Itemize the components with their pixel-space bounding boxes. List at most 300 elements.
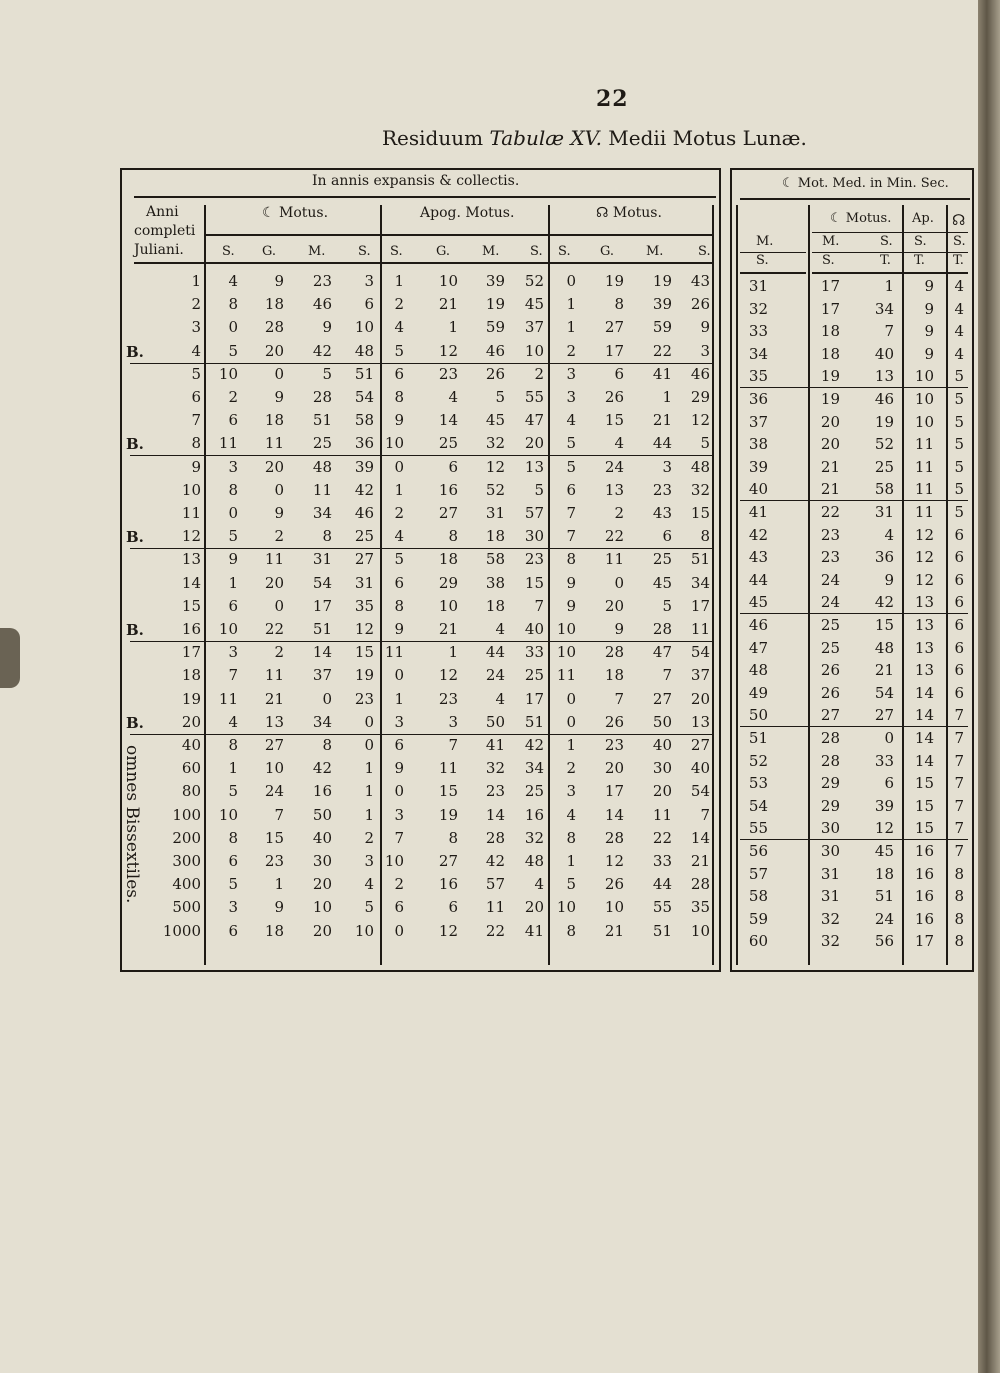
right-moon-header: ☾ Motus. <box>830 211 892 226</box>
moon-cell: 9 <box>322 318 332 337</box>
node-cell: 4 <box>566 805 576 824</box>
minute-cell: 32 <box>748 299 768 318</box>
apog-cell: 4 <box>448 388 458 406</box>
moon-cell: 10 <box>354 921 374 940</box>
minute-cell: 41 <box>748 503 768 521</box>
node-cell: 51 <box>690 550 710 569</box>
moon-sec-cell: 13 <box>874 367 894 386</box>
node-cell: 28 <box>604 828 624 847</box>
moon-cell: 48 <box>354 341 374 360</box>
moon-sec-cell: 1 <box>884 277 894 295</box>
minute-cell: 44 <box>748 570 768 589</box>
apog-cell: 42 <box>524 736 544 754</box>
node-cell: 5 <box>566 875 576 894</box>
bissextile-label: B. <box>126 713 144 732</box>
apog-cell: 11 <box>914 480 934 499</box>
apog-cell: 0 <box>394 457 404 476</box>
apog-cell: 15 <box>524 573 544 592</box>
right-header-rule-2 <box>812 252 968 253</box>
node-cell: 5 <box>954 367 964 386</box>
apog-cell: 1 <box>394 480 404 499</box>
apog-cell: 52 <box>524 272 544 290</box>
moon-sec-cell: 12 <box>874 819 894 838</box>
apog-cell: 48 <box>524 852 544 870</box>
node-cell: 20 <box>652 782 672 801</box>
moon-cell: 0 <box>228 504 238 522</box>
apog-cell: 32 <box>524 828 544 847</box>
node-cell: 5 <box>700 434 710 453</box>
moon-cell: 8 <box>228 828 238 847</box>
node-cell: 7 <box>954 819 964 838</box>
moon-cell: 20 <box>264 457 284 476</box>
apog-cell: 2 <box>534 364 544 383</box>
apog-cell: 1 <box>448 643 458 662</box>
moon-cell: 0 <box>364 736 374 754</box>
apog-cell: 29 <box>438 573 458 592</box>
moon-cell: 9 <box>274 272 284 290</box>
node-cell: 7 <box>954 729 964 747</box>
moon-cell: 1 <box>364 805 374 824</box>
apog-cell: 10 <box>914 390 934 408</box>
moon-cell: 11 <box>264 434 284 453</box>
right-moon-sub-s: S. <box>880 234 893 249</box>
moon-min-cell: 30 <box>820 842 840 860</box>
apog-cell: 47 <box>524 411 544 430</box>
moon-min-cell: 26 <box>820 683 840 702</box>
apog-cell: 13 <box>914 593 934 612</box>
apog-cell: 21 <box>438 620 458 638</box>
apog-cell: 13 <box>524 457 544 476</box>
moon-sec-cell: 46 <box>874 390 894 408</box>
node-cell: 17 <box>604 341 624 360</box>
node-cell: 3 <box>662 457 672 476</box>
moon-min-cell: 32 <box>820 909 840 928</box>
node-cell: 1 <box>566 852 576 870</box>
moon-cell: 3 <box>228 643 238 662</box>
apog-cell: 9 <box>394 620 404 638</box>
moon-cell: 34 <box>312 504 332 522</box>
year-cell: 400 <box>172 875 201 894</box>
group-header-rule <box>206 234 712 236</box>
moon-cell: 6 <box>228 852 238 870</box>
year-cell: 19 <box>181 689 201 708</box>
apog-cell: 44 <box>485 643 505 662</box>
moon-cell: 6 <box>364 295 374 314</box>
node-cell: 21 <box>604 921 624 940</box>
moon-min-cell: 21 <box>820 480 840 499</box>
vrule-node <box>712 205 714 965</box>
node-cell: 0 <box>566 272 576 290</box>
moon-sec-cell: 42 <box>874 593 894 612</box>
node-cell: 9 <box>700 318 710 337</box>
node-cell: 10 <box>556 643 576 662</box>
node-cell: 13 <box>690 712 710 731</box>
node-cell: 27 <box>604 318 624 337</box>
node-cell: 3 <box>566 364 576 383</box>
moon-sec-cell: 34 <box>874 299 894 318</box>
node-cell: 1 <box>566 736 576 754</box>
moon-cell: 25 <box>354 527 374 546</box>
node-cell: 3 <box>566 782 576 801</box>
apog-cell: 40 <box>524 620 544 638</box>
moon-min-cell: 31 <box>820 887 840 906</box>
apog-sub-s2: S. <box>530 244 543 259</box>
year-cell: 1000 <box>162 921 201 940</box>
apog-cell: 17 <box>914 932 934 951</box>
minute-cell: 40 <box>748 480 768 499</box>
vrule-r2 <box>808 205 810 965</box>
apog-cell: 51 <box>524 712 544 731</box>
node-cell: 5 <box>662 596 672 615</box>
apog-cell: 42 <box>485 852 505 870</box>
apog-cell: 18 <box>485 596 505 615</box>
minute-cell: 53 <box>748 774 768 793</box>
moon-sec-cell: 21 <box>874 661 894 680</box>
moon-cell: 22 <box>264 620 284 638</box>
moon-cell: 48 <box>312 457 332 476</box>
moon-cell: 4 <box>228 272 238 290</box>
year-cell: 18 <box>181 666 201 685</box>
apog-cell: 58 <box>485 550 505 569</box>
moon-cell: 31 <box>312 550 332 569</box>
node-cell: 40 <box>652 736 672 754</box>
moon-sub-s: S. <box>222 244 235 259</box>
node-cell: 10 <box>556 620 576 638</box>
moon-min-cell: 21 <box>820 457 840 476</box>
apog-cell: 3 <box>394 805 404 824</box>
apog-cell: 14 <box>914 729 934 747</box>
moon-cell: 9 <box>274 898 284 917</box>
moon-cell: 51 <box>312 411 332 430</box>
year-cell: 4 <box>191 341 201 360</box>
anni-header-1: Anni <box>146 204 179 220</box>
bissextile-label: B. <box>126 621 144 639</box>
apog-cell: 1 <box>394 272 404 290</box>
apog-cell: 6 <box>394 736 404 754</box>
group-rule <box>130 455 712 456</box>
moon-cell: 3 <box>364 272 374 290</box>
node-cell: 48 <box>690 457 710 476</box>
node-cell: 13 <box>604 480 624 499</box>
node-cell: 41 <box>652 364 672 383</box>
moon-cell: 35 <box>354 596 374 615</box>
apog-cell: 32 <box>485 759 505 778</box>
year-cell: 9 <box>191 457 201 476</box>
right-apog-sub-t: T. <box>914 253 925 268</box>
node-cell: 11 <box>652 805 672 824</box>
node-cell: 55 <box>652 898 672 917</box>
right-banner-rule <box>740 198 970 200</box>
moon-cell: 3 <box>228 457 238 476</box>
year-cell: 15 <box>181 596 201 615</box>
moon-sec-cell: 48 <box>874 638 894 657</box>
node-cell: 12 <box>690 411 710 430</box>
moon-min-cell: 20 <box>820 412 840 431</box>
moon-cell: 11 <box>264 666 284 685</box>
node-cell: 1 <box>566 295 576 314</box>
moon-cell: 0 <box>274 480 284 499</box>
minute-cell: 43 <box>748 548 768 567</box>
moon-sec-cell: 4 <box>884 525 894 544</box>
apog-cell: 6 <box>394 898 404 917</box>
moon-cell: 34 <box>312 712 332 731</box>
node-cell: 7 <box>954 751 964 770</box>
moon-cell: 39 <box>354 457 374 476</box>
moon-cell: 7 <box>274 805 284 824</box>
node-cell: 8 <box>614 295 624 314</box>
moon-cell: 42 <box>312 759 332 778</box>
node-cell: 47 <box>652 643 672 662</box>
apog-cell: 16 <box>914 909 934 928</box>
node-cell: 6 <box>954 548 964 567</box>
minute-cell: 60 <box>748 932 768 951</box>
node-cell: 4 <box>954 299 964 318</box>
apog-cell: 9 <box>394 411 404 430</box>
apog-cell: 14 <box>438 411 458 430</box>
node-cell: 6 <box>954 593 964 612</box>
apog-cell: 46 <box>485 341 505 360</box>
apog-cell: 39 <box>485 272 505 290</box>
group-rule <box>130 548 712 549</box>
node-cell: 39 <box>652 295 672 314</box>
apog-cell: 25 <box>524 666 544 685</box>
moon-min-cell: 19 <box>820 390 840 408</box>
node-cell: 9 <box>566 573 576 592</box>
apog-cell: 11 <box>485 898 505 917</box>
apog-cell: 59 <box>485 318 505 337</box>
apog-cell: 7 <box>534 596 544 615</box>
moon-cell: 0 <box>322 689 332 708</box>
moon-min-cell: 25 <box>820 638 840 657</box>
apog-cell: 5 <box>394 341 404 360</box>
right-apog-sub-s: S. <box>914 234 927 249</box>
apog-cell: 6 <box>394 364 404 383</box>
vrule-anni <box>204 205 206 965</box>
moon-cell: 14 <box>312 643 332 662</box>
node-cell: 54 <box>690 643 710 662</box>
apog-cell: 12 <box>914 548 934 567</box>
minute-cell: 45 <box>748 593 768 612</box>
apog-cell: 57 <box>524 504 544 522</box>
apog-cell: 3 <box>448 712 458 731</box>
moon-cell: 17 <box>312 596 332 615</box>
right-moon-sub-m: M. <box>822 234 840 249</box>
apog-sub-s: S. <box>390 244 403 259</box>
vrule-r1 <box>736 205 738 965</box>
apog-cell: 20 <box>524 898 544 917</box>
minute-cell: 36 <box>748 390 768 408</box>
apog-cell: 18 <box>485 527 505 546</box>
minute-cell: 33 <box>748 322 768 341</box>
moon-cell: 1 <box>364 782 374 801</box>
apog-cell: 19 <box>438 805 458 824</box>
node-cell: 44 <box>652 875 672 894</box>
moon-min-cell: 17 <box>820 277 840 295</box>
apog-cell: 23 <box>438 689 458 708</box>
moon-sec-cell: 39 <box>874 796 894 815</box>
moon-sub-m: M. <box>308 244 326 259</box>
moon-sec-cell: 7 <box>884 322 894 341</box>
node-cell: 2 <box>566 759 576 778</box>
moon-sec-cell: 27 <box>874 706 894 725</box>
apog-cell: 16 <box>914 842 934 860</box>
moon-sec-cell: 25 <box>874 457 894 476</box>
apog-cell: 15 <box>438 782 458 801</box>
node-cell: 27 <box>652 689 672 708</box>
right-moon-sub-s2: S. <box>822 253 835 268</box>
apog-cell: 2 <box>394 504 404 522</box>
node-cell: 4 <box>614 434 624 453</box>
apog-cell: 10 <box>384 434 404 453</box>
right-banner: ☾ Mot. Med. in Min. Sec. <box>782 176 949 191</box>
apog-cell: 57 <box>485 875 505 894</box>
apog-cell: 22 <box>485 921 505 940</box>
apog-cell: 17 <box>524 689 544 708</box>
apog-cell: 19 <box>485 295 505 314</box>
moon-min-cell: 19 <box>820 367 840 386</box>
moon-cell: 6 <box>228 411 238 430</box>
moon-cell: 12 <box>354 620 374 638</box>
moon-cell: 13 <box>264 712 284 731</box>
node-cell: 9 <box>614 620 624 638</box>
right-node-sub-s: S. <box>953 234 966 249</box>
moon-cell: 25 <box>312 434 332 453</box>
apog-cell: 16 <box>914 887 934 906</box>
moon-cell: 2 <box>364 828 374 847</box>
moon-cell: 10 <box>354 318 374 337</box>
moon-min-cell: 17 <box>820 299 840 318</box>
moon-cell: 4 <box>364 875 374 894</box>
bissextile-note-text: omnes Bissextiles. <box>122 745 142 904</box>
moon-cell: 5 <box>322 364 332 383</box>
moon-sec-cell: 24 <box>874 909 894 928</box>
year-cell: 40 <box>181 736 201 754</box>
moon-sec-cell: 52 <box>874 435 894 454</box>
minute-cell: 51 <box>748 729 768 747</box>
year-cell: 100 <box>172 805 201 824</box>
node-cell: 8 <box>954 909 964 928</box>
apog-cell: 9 <box>924 277 934 295</box>
node-cell: 33 <box>652 852 672 870</box>
minute-cell: 59 <box>748 909 768 928</box>
node-cell: 9 <box>566 596 576 615</box>
moon-cell: 8 <box>228 736 238 754</box>
moon-cell: 18 <box>264 411 284 430</box>
node-cell: 45 <box>652 573 672 592</box>
node-cell: 26 <box>604 712 624 731</box>
moon-cell: 51 <box>354 364 374 383</box>
moon-cell: 30 <box>312 852 332 870</box>
node-cell: 23 <box>604 736 624 754</box>
moon-cell: 5 <box>228 527 238 546</box>
apog-cell: 11 <box>914 435 934 454</box>
moon-cell: 51 <box>312 620 332 638</box>
node-cell: 5 <box>566 434 576 453</box>
apog-cell: 41 <box>485 736 505 754</box>
banner-rule <box>134 196 716 198</box>
minute-cell: 47 <box>748 638 768 657</box>
apog-cell: 16 <box>438 875 458 894</box>
apog-cell: 21 <box>438 295 458 314</box>
moon-min-cell: 29 <box>820 796 840 815</box>
minute-cell: 48 <box>748 661 768 680</box>
year-cell: 12 <box>181 527 201 546</box>
year-cell: 200 <box>172 828 201 847</box>
apog-cell: 8 <box>394 596 404 615</box>
year-cell: 11 <box>181 504 201 522</box>
moon-cell: 28 <box>264 318 284 337</box>
apog-cell: 18 <box>438 550 458 569</box>
node-cell: 8 <box>954 887 964 906</box>
node-cell: 28 <box>652 620 672 638</box>
moon-cell: 18 <box>264 921 284 940</box>
node-cell: 0 <box>614 573 624 592</box>
page-edge <box>978 0 1000 1373</box>
moon-cell: 5 <box>364 898 374 917</box>
node-cell: 26 <box>604 388 624 406</box>
group-rule <box>130 641 712 642</box>
apog-cell: 15 <box>914 796 934 815</box>
moon-sub-s2: S. <box>358 244 371 259</box>
vrule-moon <box>380 205 382 965</box>
node-cell: 25 <box>652 550 672 569</box>
moon-cell: 5 <box>228 782 238 801</box>
node-cell: 11 <box>556 666 576 685</box>
moon-cell: 9 <box>274 504 284 522</box>
left-banner: In annis expansis & collectis. <box>312 173 520 189</box>
apog-cell: 0 <box>394 921 404 940</box>
apog-cell: 16 <box>438 480 458 499</box>
apog-cell: 2 <box>394 295 404 314</box>
node-cell: 22 <box>652 341 672 360</box>
right-apog-header: Ap. <box>912 211 934 226</box>
apog-cell: 6 <box>448 457 458 476</box>
minute-cell: 55 <box>748 819 768 838</box>
moon-cell: 42 <box>354 480 374 499</box>
right-left-header-rule <box>740 272 806 274</box>
apog-cell: 4 <box>495 620 505 638</box>
apog-cell: 33 <box>524 643 544 662</box>
bissextile-label: B. <box>126 342 144 361</box>
node-sub-s2: S. <box>698 244 711 259</box>
node-cell: 6 <box>662 527 672 546</box>
minute-cell: 52 <box>748 751 768 770</box>
moon-cell: 10 <box>218 805 238 824</box>
node-cell: 5 <box>954 457 964 476</box>
node-cell: 7 <box>614 689 624 708</box>
node-group-header: ☊ Motus. <box>596 205 662 221</box>
group-rule <box>130 363 712 364</box>
node-cell: 4 <box>954 322 964 341</box>
moon-cell: 27 <box>264 736 284 754</box>
apog-cell: 12 <box>914 570 934 589</box>
year-cell: 17 <box>181 643 201 662</box>
year-cell: 10 <box>181 480 201 499</box>
moon-cell: 1 <box>364 759 374 778</box>
node-cell: 46 <box>690 364 710 383</box>
node-cell: 32 <box>690 480 710 499</box>
apog-cell: 13 <box>914 638 934 657</box>
node-cell: 5 <box>566 457 576 476</box>
node-cell: 7 <box>954 842 964 860</box>
year-cell: 13 <box>181 550 201 569</box>
apog-cell: 11 <box>384 643 404 662</box>
node-cell: 28 <box>690 875 710 894</box>
apog-cell: 45 <box>485 411 505 430</box>
moon-min-cell: 22 <box>820 503 840 521</box>
minute-cell: 35 <box>748 367 768 386</box>
moon-sec-cell: 33 <box>874 751 894 770</box>
